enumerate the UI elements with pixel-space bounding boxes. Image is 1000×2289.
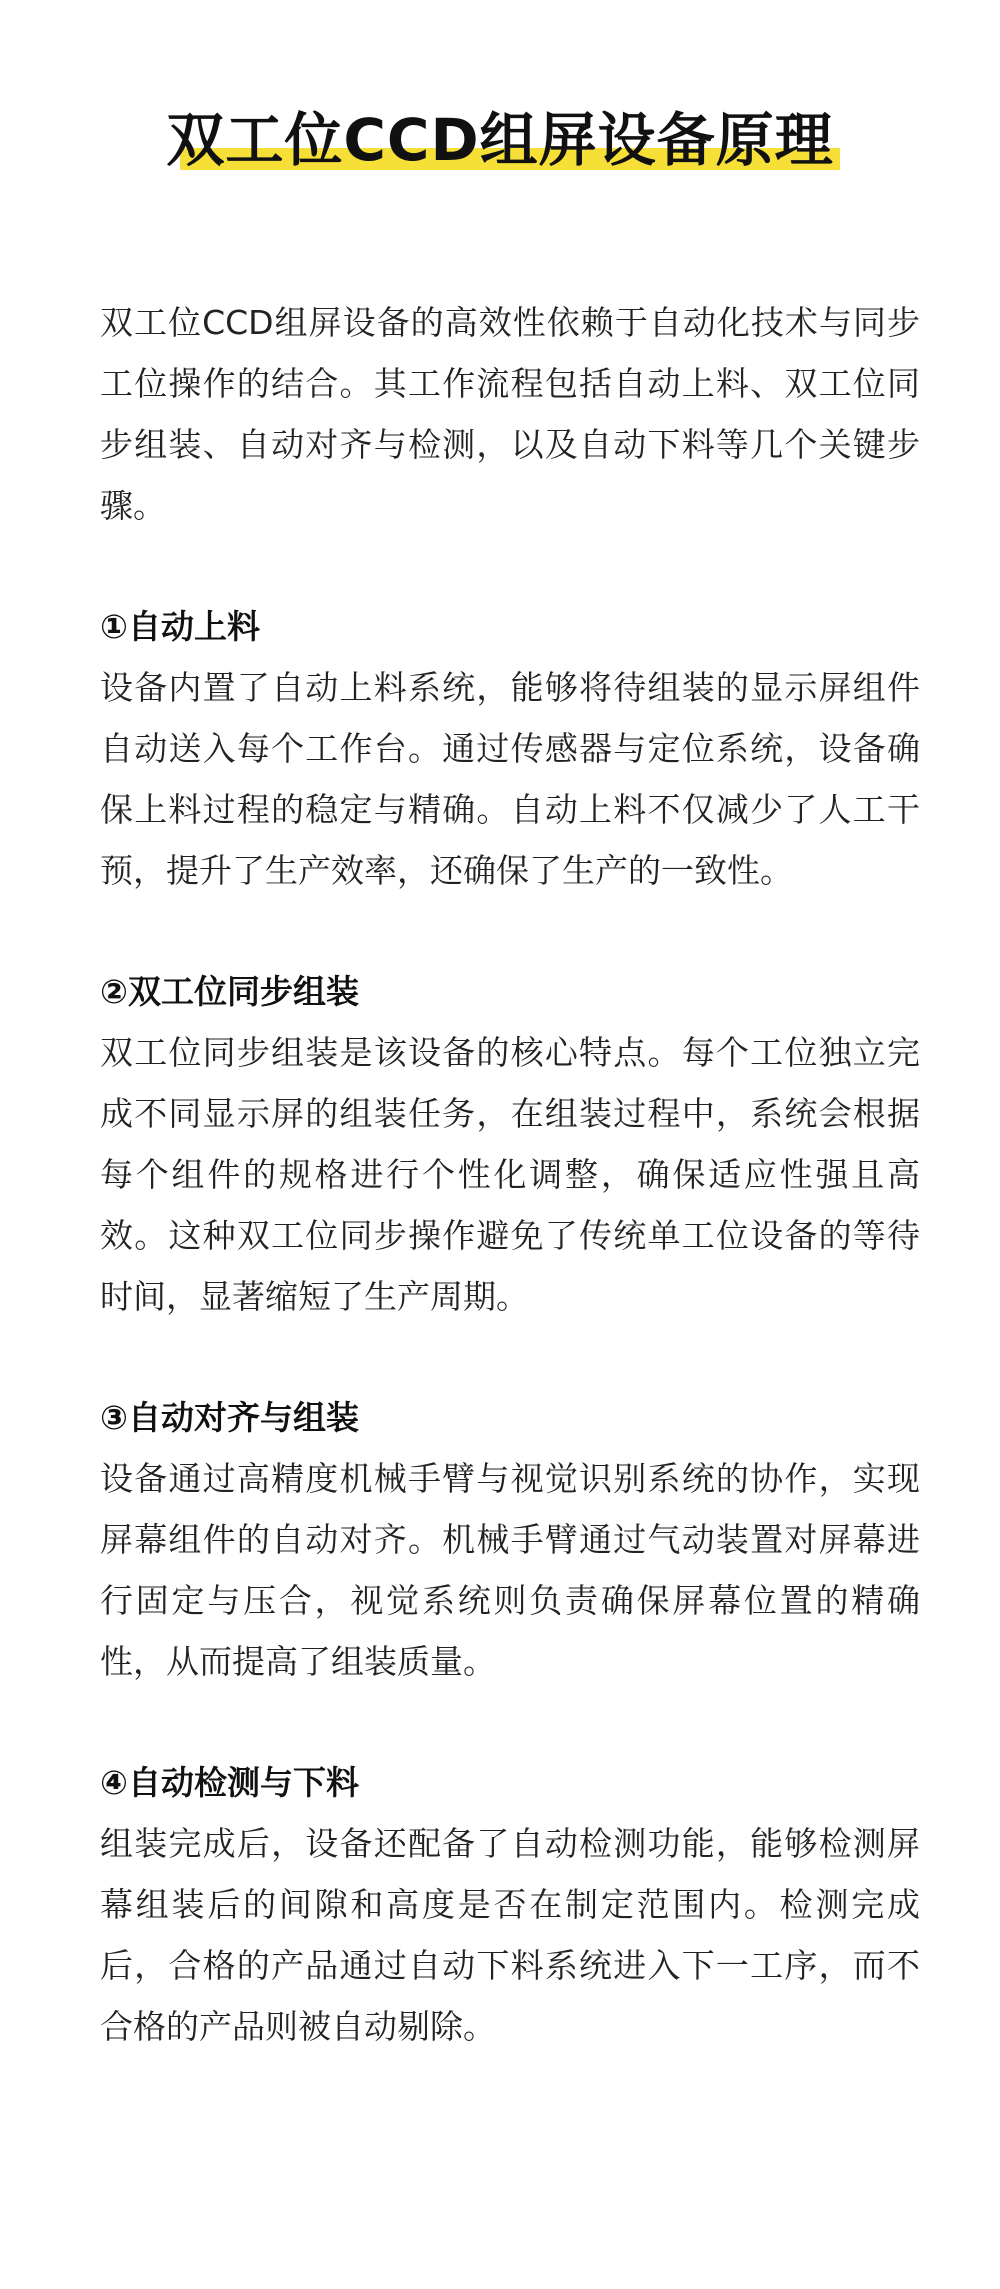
intro-paragraph: 双工位CCD组屏设备的高效性依赖于自动化技术与同步工位操作的结合。其工作流程包括自动上料、双工位同步组装、自动对齐与检测，以及自动下料等几个关键步骤。	[100, 303, 920, 525]
page-title-text: 双工位CCD组屏设备原理	[166, 106, 834, 174]
section-auto-loading	[100, 596, 920, 901]
section-body: 设备内置了自动上料系统，能够将待组装的显示屏组件自动送入每个工作台。通过传感器与定位系统，设备确保上料过程的稳定与精确。自动上料不仅减少了人工干预，提升了生产效率，还确保了生产的一致性。	[100, 668, 920, 890]
section-dual-station-assembly	[100, 961, 920, 1327]
section-body: 组装完成后，设备还配备了自动检测功能，能够检测屏幕组装后的间隙和高度是否在制定范围内。检测完成后，合格的产品通过自动下料系统进入下一工序，而不合格的产品则被自动剔除。	[100, 1824, 920, 2046]
section-heading: ②双工位同步组装	[100, 972, 359, 1011]
article-content	[100, 292, 920, 2057]
section-auto-inspection-unloading	[100, 1752, 920, 2057]
section-heading: ④自动检测与下料	[100, 1763, 359, 1802]
section-auto-alignment	[100, 1387, 920, 1692]
section-body: 双工位同步组装是该设备的核心特点。每个工位独立完成不同显示屏的组装任务，在组装过程中，系统会根据每个组件的规格进行个性化调整，确保适应性强且高效。这种双工位同步操作避免了传统单工位设备的等待时间，显著缩短了生产周期。	[100, 1033, 920, 1316]
section-heading: ①自动上料	[100, 607, 260, 646]
title-area	[0, 100, 1000, 180]
page-title	[162, 100, 837, 180]
section-heading: ③自动对齐与组装	[100, 1398, 359, 1437]
section-body: 设备通过高精度机械手臂与视觉识别系统的协作，实现屏幕组件的自动对齐。机械手臂通过气动装置对屏幕进行固定与压合，视觉系统则负责确保屏幕位置的精确性，从而提高了组装质量。	[100, 1459, 920, 1681]
